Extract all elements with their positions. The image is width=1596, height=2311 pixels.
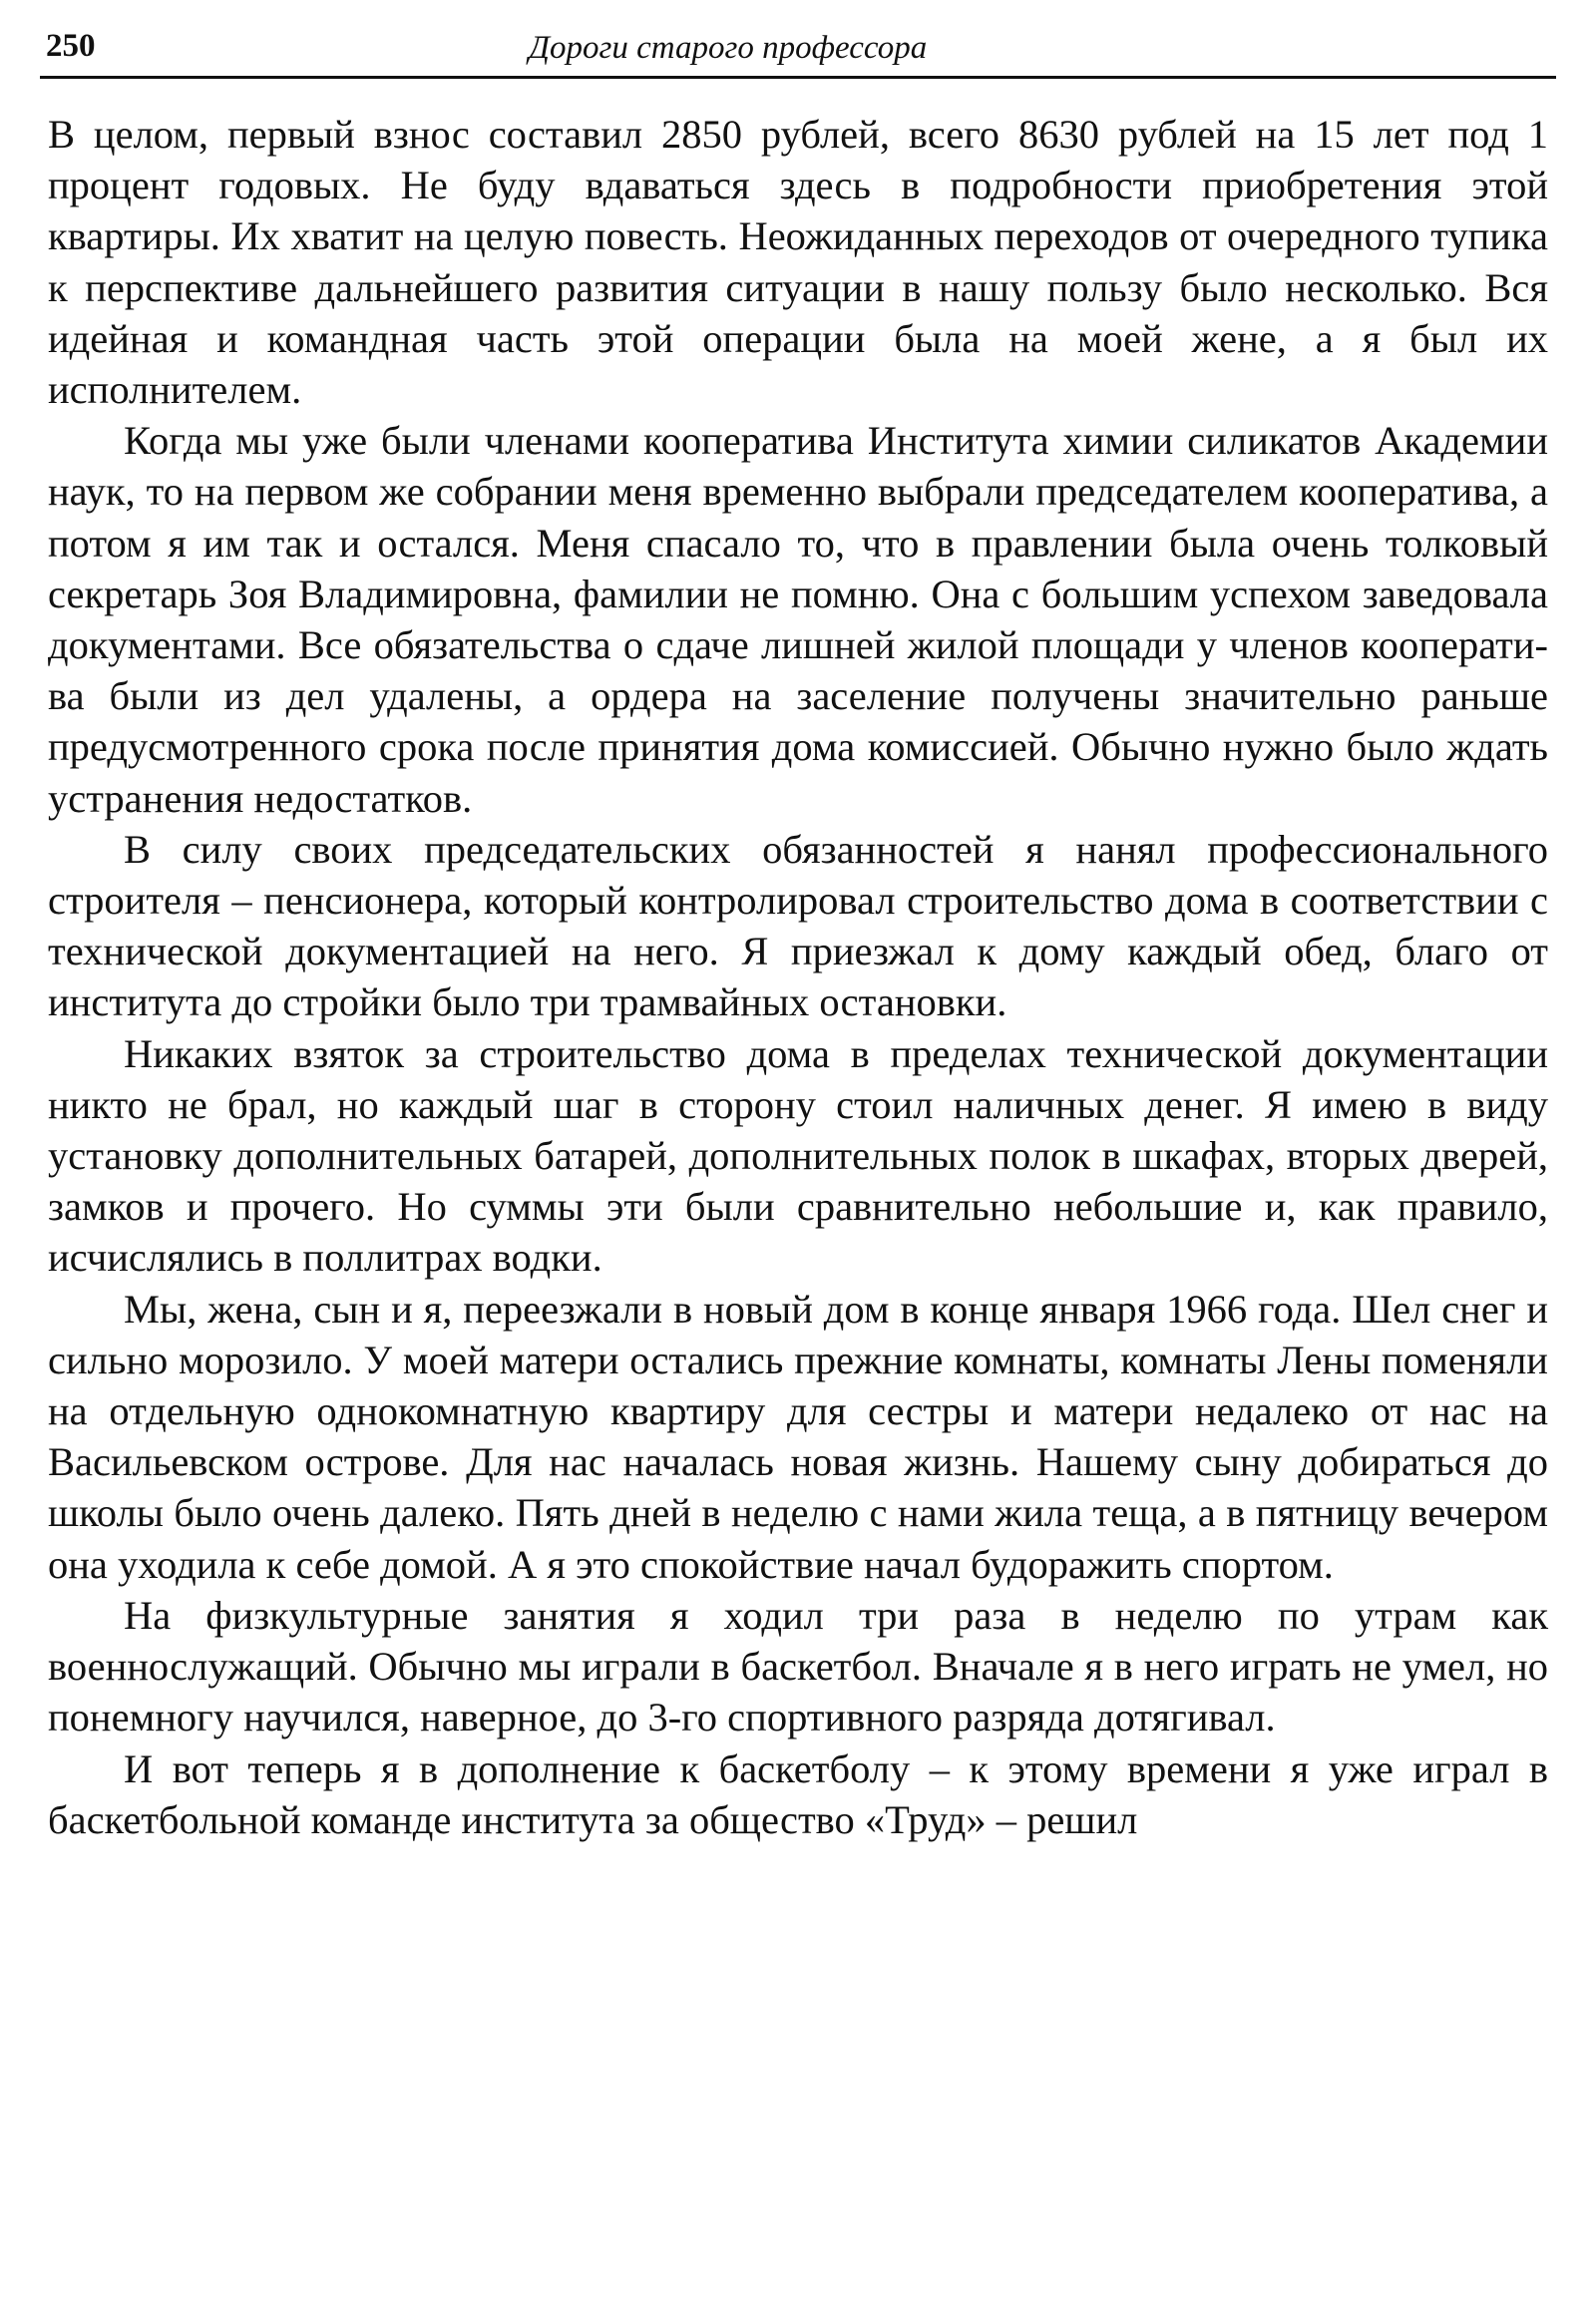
paragraph: Мы, жена, сын и я, переезжали в новый дом в конце января 1966 года. Шел снег и сильно морозило. У моей матери остались прежние комнаты, комнаты Лены поменяли на отдельную однокомнатную квартиру для сестры и матери недалеко от нас на Васильевском острове. Для нас началась новая жизнь. Нашему сыну добираться до школы было очень далеко. Пять дней в неделю с нами жила теща, а в пятницу вечером она уходила к себе домой. А я это спокойствие начал будоражить спортом. <box>48 1286 1548 1587</box>
book-page <box>40 24 1556 1845</box>
paragraph: В целом, первый взнос составил 2850 рублей, всего 8630 рублей на 15 лет под 1 процент годовых. Не буду вдаваться здесь в подробности приобретения этой квартиры. Их хватит на целую повесть. Неожиданных переходов от очередного тупика к перспективе дальнейшего развития ситуации в нашу пользу было несколько. Вся идейная и командная часть этой операции была на моей жене, а я был их исполнителем. <box>48 112 1548 413</box>
page-number: 250 <box>46 28 96 64</box>
body-text <box>40 109 1556 1845</box>
paragraph: Когда мы уже были членами кооператива Института химии силикатов Академии наук, то на первом же собрании меня временно выбрали председателем кооператива, а потом я им так и остался. Меня спасало то, что в правлении была очень толковый секретарь Зоя Владимировна, фамилии не помню. Она с большим успехом заведовала документами. Все обязательства о сдаче лишней жилой площади у членов кооператива были из дел удалены, а ордера на заселение получены значительно раньше предусмотренного срока после принятия дома комиссией. Обычно нужно было ждать устранения недостатков. <box>48 418 1548 821</box>
paragraph: В силу своих председательских обязанностей я нанял профессионального строителя – пенсионера, который контролировал строительство дома в соответствии с технической документацией на него. Я приезжал к дому каждый обед, благо от института до стройки было три трамвайных остановки. <box>48 826 1548 1025</box>
running-title: Дороги старого профессора <box>529 30 928 66</box>
running-header <box>40 24 1556 79</box>
paragraph: На физкультурные занятия я ходил три раза в неделю по утрам как военнослужащий. Обычно мы играли в баскетбол. Вначале я в него играть не умел, но понемногу научился, наверное, до 3-го спортивного разряда дотягивал. <box>48 1592 1548 1740</box>
paragraph: Никаких взяток за строительство дома в пределах технической документации никто не брал, но каждый шаг в сторону стоил наличных денег. Я имею в виду установку дополнительных батарей, дополнительных полок в шкафах, вторых дверей, замков и прочего. Но суммы эти были сравнительно небольшие и, как правило, исчислялись в поллитрах водки. <box>48 1030 1548 1281</box>
paragraph: И вот теперь я в дополнение к баскетболу – к этому времени я уже играл в баскетбольной команде института за общество «Труд» – решил <box>48 1745 1548 1842</box>
